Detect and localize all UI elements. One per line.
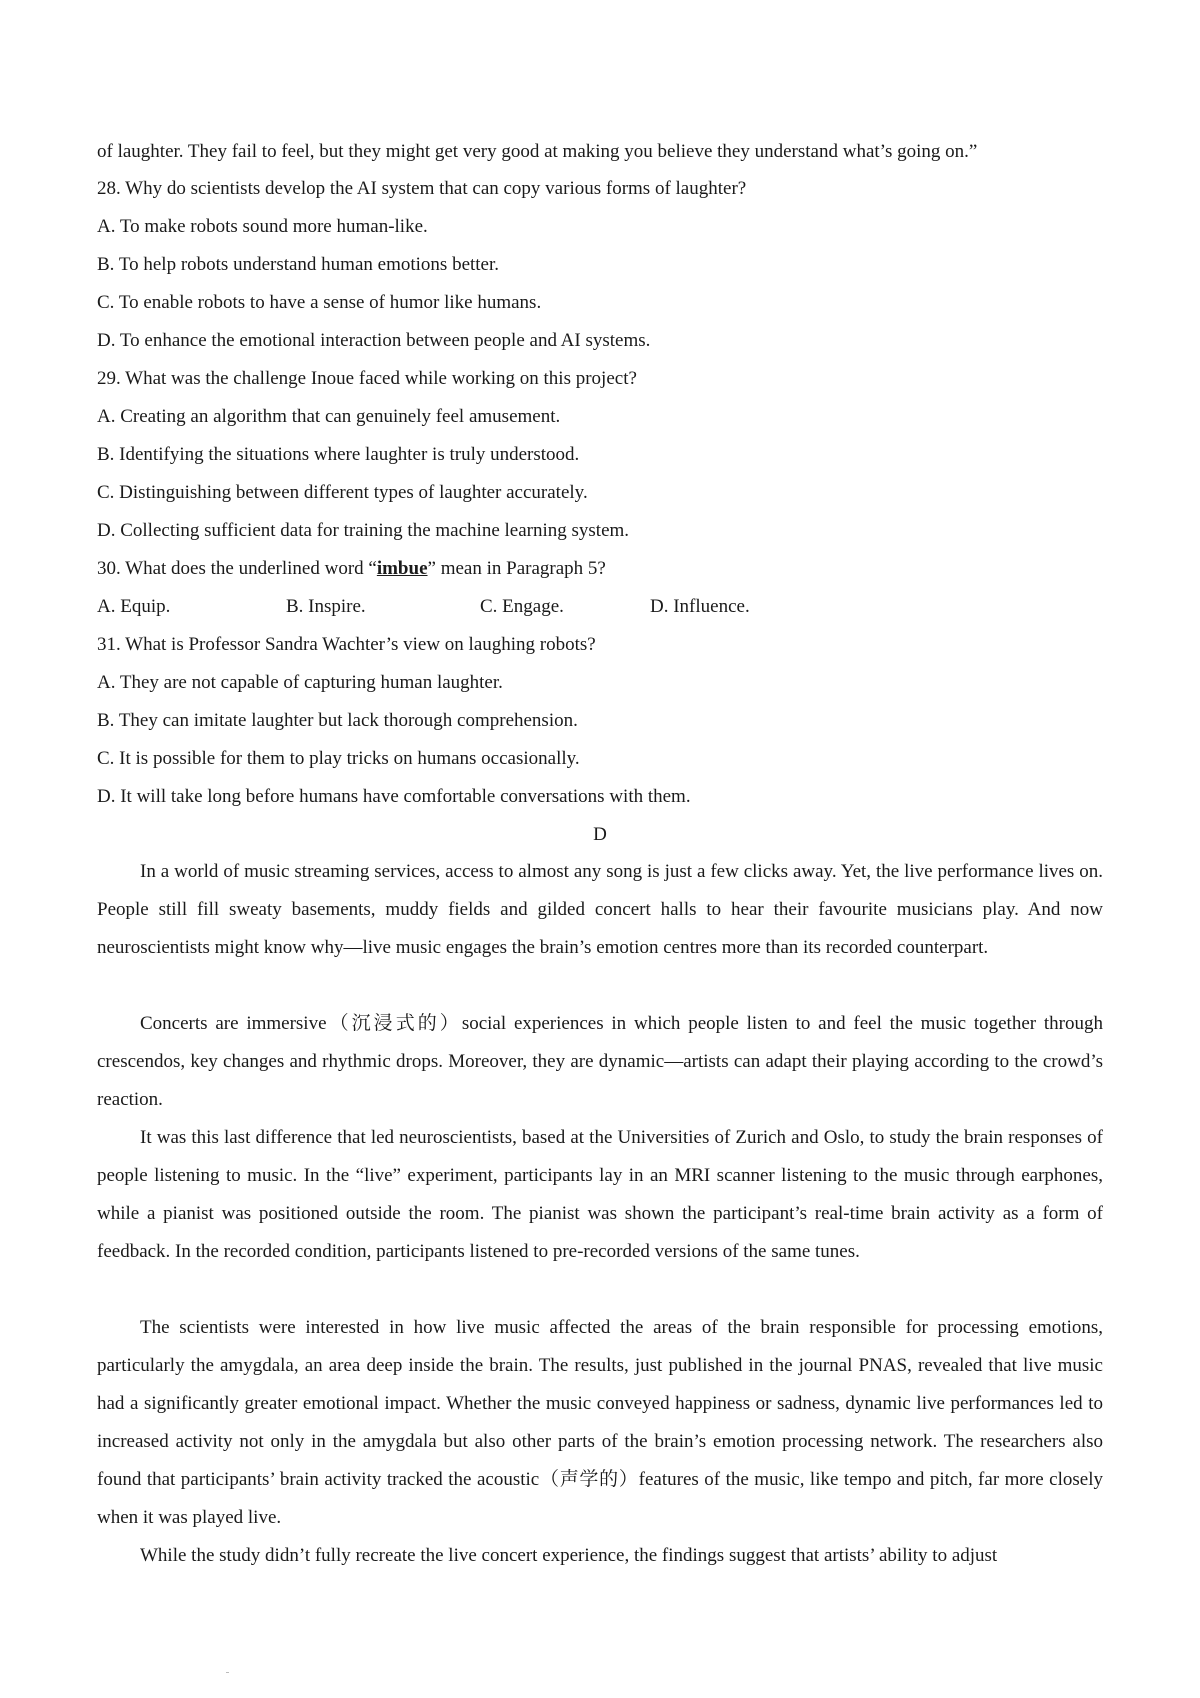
q28-option-a: A. To make robots sound more human-like. bbox=[97, 216, 428, 237]
passage-paragraph-3: It was this last difference that led neuroscientists, based at the Universities of Zurich and Oslo, to study the brain responses of people listening to music. In the “live” experiment, participants lay in an MRI scanner listening to the music through earphones, while a pianist was positioned outside the room. The pianist was shown the participant’s real-time brain activity as a form of feedback. In the recorded condition, participants listened to pre-recorded versions of the same tunes. bbox=[97, 1127, 1103, 1262]
footer-mark bbox=[226, 1672, 229, 1673]
q30-option-b: B. Inspire. bbox=[286, 596, 366, 617]
q31-option-c: C. It is possible for them to play tricks on humans occasionally. bbox=[97, 748, 580, 769]
question-31: 31. What is Professor Sandra Wachter’s view on laughing robots? bbox=[97, 634, 596, 655]
passage-paragraph-4: The scientists were interested in how live music affected the areas of the brain responsible for processing emotions, particularly the amygdala, an area deep inside the brain. The results, just published in the journal PNAS, revealed that live music had a significantly greater emotional impact. Whether the music conveyed happiness or sadness, dynamic live performances led to increased activity not only in the amygdala but also other parts of the brain’s emotion processing network. The researchers also found that participants’ brain activity tracked the acoustic（声学的）features of the music, like tempo and pitch, far more closely when it was played live. bbox=[97, 1317, 1103, 1528]
q31-option-d: D. It will take long before humans have comfortable conversations with them. bbox=[97, 786, 691, 807]
q28-option-c: C. To enable robots to have a sense of humor like humans. bbox=[97, 292, 542, 313]
question-29: 29. What was the challenge Inoue faced while working on this project? bbox=[97, 368, 637, 389]
question-28: 28. Why do scientists develop the AI system that can copy various forms of laughter? bbox=[97, 178, 747, 199]
q30-text-pre: 30. What does the underlined word “ bbox=[97, 558, 377, 579]
q30-option-a: A. Equip. bbox=[97, 596, 171, 617]
q29-option-d: D. Collecting sufficient data for training the machine learning system. bbox=[97, 520, 630, 541]
q29-option-a: A. Creating an algorithm that can genuinely feel amusement. bbox=[97, 406, 561, 427]
q29-option-c: C. Distinguishing between different types of laughter accurately. bbox=[97, 482, 588, 503]
q31-option-b: B. They can imitate laughter but lack thorough comprehension. bbox=[97, 710, 578, 731]
underlined-word: imbue bbox=[376, 558, 428, 579]
q28-option-b: B. To help robots understand human emotions better. bbox=[97, 254, 500, 275]
q30-option-d: D. Influence. bbox=[650, 596, 750, 617]
q30-option-c: C. Engage. bbox=[480, 596, 564, 617]
q28-option-d: D. To enhance the emotional interaction between people and AI systems. bbox=[97, 330, 651, 351]
q31-option-a: A. They are not capable of capturing human laughter. bbox=[97, 672, 503, 693]
q30-text-post: ” mean in Paragraph 5? bbox=[427, 558, 606, 579]
passage-paragraph-1: In a world of music streaming services, access to almost any song is just a few clicks away. Yet, the live performance lives on. People still fill sweaty basements, muddy fields and gilded concert halls to hear their favourite musicians play. And now neuroscientists might know why—live music engages the brain’s emotion centres more than its recorded counterpart. bbox=[97, 861, 1103, 958]
section-heading: D bbox=[593, 824, 607, 845]
passage-paragraph-2: Concerts are immersive（沉浸式的）social experiences in which people listen to and feel the music together through crescendos, key changes and rhythmic drops. Moreover, they are dynamic—artists can adapt their playing according to the crowd’s reaction. bbox=[97, 1013, 1103, 1110]
question-30 bbox=[97, 558, 606, 580]
passage-paragraph-5: While the study didn’t fully recreate the live concert experience, the findings suggest that artists’ ability to adjust bbox=[140, 1545, 998, 1566]
q29-option-b: B. Identifying the situations where laughter is truly understood. bbox=[97, 444, 580, 465]
passage-tail: of laughter. They fail to feel, but they might get very good at making you believe they understand what’s going on.” bbox=[97, 141, 978, 162]
